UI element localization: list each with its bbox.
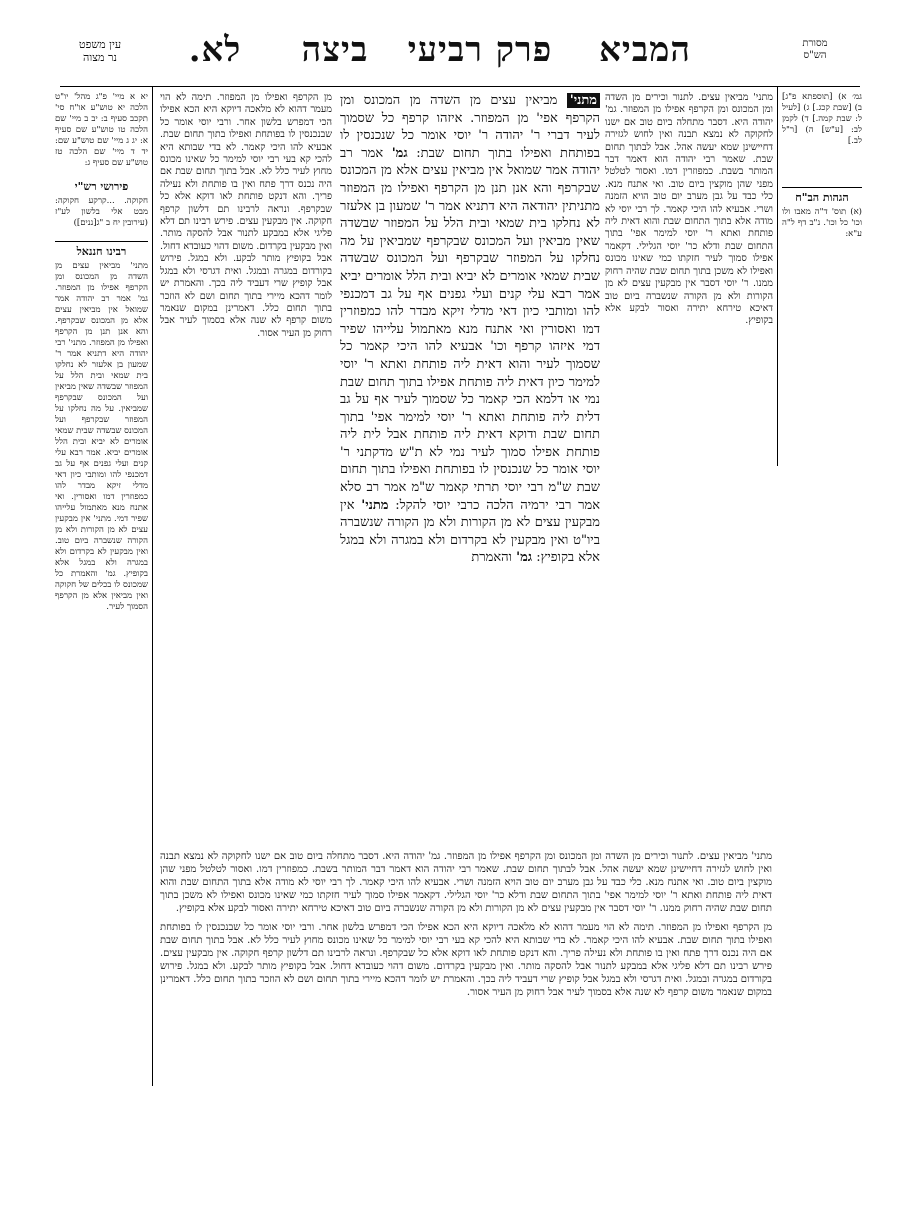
rabbeinu-chananel-title: רבינו חננאל [55, 241, 148, 257]
bottom-tosafot-continuation: מן הקרפף ואפילו מן המפוזר. תימה לא הוי מעמר דהוא לא מלאכה דיוקא היא הכא אפילו הכי דמפרש בלשון אחר. ורבי יוסי אומר כל שבנכנסין לו בפותחת ואפילו בתוך תחום שבת. אבעיא להו היכי קאמר. לא בדי שבותא היא להכי קא בעי רבי יוסי למימר כל שאינו מכונס מחוץ לעיר כלל לא. אבל בתוך תחום שבת אם היה נכנס דרך פתח ואין בו פותחת ולא נעילה פריך. והא דנקט פותחת לאו דוקא אלא כל שבקרפף. ונראה לרבינו תם דלשון קרפף חקוקה. אין מבקעין עצים. פירש רבינו תם דלא פליגי אלא במבקע לתנור אבל להסקה מותר. ואין מבקעין בקרדום. משום דהוי כעובדא דחול. אבל בקופיץ מותר לבקע. ולא במגל. פירוש בקורדום במגרה ובמגל. ואית דגרסי ולא במגל אבל קופיץ שרי דעביד ליה בכך. והאמרת יש לומר דהכא מיירי בתוך תחום ושם לא הוזכר בתוך תחום כלל. דאמרינן במקום שנאמר משום קרפף לא שנה אלא בסמוך לעיר אבל רחוק מן העיר אסור. [160, 922, 772, 998]
tosafot-column [160, 92, 332, 847]
rabbeinu-chananel-text: מתני' מביאין עצים מן השדה מן המכונס ומן הקרפף אפילו מן המפוזר. גמ' אמר רב יהודה אמר שמואל אין מביאין עצים אלא מן המכונס שבקרפף. והא אנן תנן מן הקרפף ואפילו מן המפוזר. מתני' רבי יהודה היא דתניא אמר ר' שמעון בן אלעזר לא נחלקו בית שמאי ובית הלל על המפוזר שבשדה שאין מביאין ועל המכונס שבקרפף שמביאין. על מה נחלקו על המפוזר שבקרפף ועל המכונס שבשדה שבית שמאי אומרים לא יביא ובית הלל אומרים יביא. אמר רבא עלי קנים ועלי גפנים אף על גב דמכנפי להו ומותבי כיון דאי מדלי זיקא מבדר להו כמפוזרין דמו ואסורין. ואי אתנח מנא מאתמול עלייהו שפיר דמי. מתני' אין מבקעין עצים לא מן הקורות ולא מן הקורה שנשברה ביום טוב. ואין מבקעין לא בקרדום ולא במגרה ולא במגל אלא בקופיץ. גמ' והאמרת כל שמכונס לו בכלים של חקוקה ואין מביאין אלא מן הקרפף הסמוך לעיר. [55, 261, 148, 612]
hagahot-title: הגהות הב"ח [782, 187, 862, 203]
header-rule [60, 86, 860, 87]
chapter-title: פרק רביעי [407, 30, 553, 70]
ein-mishpat-entries: יא א מיי' פ"ג מהל' יו"ט הלכה יא טוש"ע או"ח סי' תקכב סעיף ב: יב ב מיי' שם הלכה טו טוש"ע שם סעיף א: יג ג מיי' שם טוש"ע שם: יד ד מיי' שם הלכה טז טוש"ע שם סעיף ג: [55, 92, 148, 168]
gemara-text: אמר רב יהודה אמר שמואל אין מביאין עצים אלא מן המכונס שבקרפף והא אנן תנן מן הקרפף ואפילו מן המפוזר מתניתין יהודאה היא דתניא אמר ר' שמעון בן אלעזר לא נחלקו בית שמאי ובית הלל על המפוזר שבשדה שאין מביאין ועל המכונס שבקרפף שמביאין על מה נחלקו על המפוזר שבקרפף ועל המכונס שבשדה שבית שמאי אומרים לא יביא ובית הלל אומרים יביא אמר רבא עלי קנים ועלי גפנים אף על גב דמכנפי להו ומותבי כיון דאי מדלי זיקא מבדר להו כמפוזרין דמו ואסורין ואי אתנח מנא מאתמול עלייהו שפיר דמי איזהו קרפף וכו' אבעיא להו היכי קאמר כל שסמוך לעיר והוא דאית ליה פותחת ואתא ר' יוסי למימר כיון דאית ליה פותחת אפילו בתוך תחום שבת נמי או דלמא הכי קאמר כל שסמוך לעיר אף על גב דלית ליה פותחת ואתא ר' יוסי למימר אפי' בתוך תחום שבת ודוקא דאית ליה פותחת אבל לית ליה פותחת אפילו סמוך לעיר נמי לא ת"ש מדקתני ר' יוסי אומר כל שנכנסין לו בפותחת ואפילו בתוך תחום שבת ש"מ רבי יוסי תרתי קאמר ש"מ אמר רב סלא אמר רבי ירמיה הלכה כרבי יוסי להקל: [340, 145, 600, 513]
gemara2-text: והאמרת [471, 550, 512, 566]
chapter-name: המביא [599, 30, 691, 70]
right-column-rule [777, 86, 778, 466]
tractate-name: ביצה [301, 30, 369, 70]
rashi-text: מתני' מביאין עצים. לתנור וכירים מן השדה ומן המכונס ומן הקרפף אפילו מן המפוזר. גמ' יהודה היא. דסבר מתחלה ביום טוב אם ישנו לחקוקה לא נמצא תבנה ואין לחוש לגזירה דחיישינן שמא יעשה אהל. אבל לבתוך תחום שבת. שאמר רבי יהודה הוא דאמר דבר המותר בשבת. כמפוזרין דמו. ואסור לטלטל מפני שהן מוקצין ביום טוב. ואי אתנח מנא. כלי כבד על גבן מערב יום טוב הויא הזמנה ושרי. אבעיא להו היכי קאמר. לך רבי יוסי לא מודה אלא בתוך התחום שבת והוא דאית ליה פותחת ואתא ר' יוסי למימר אפי' בתוך התחום שבת ודלא כר' יוסי הגלילי. דקאמר אפילו סמוך לעיר חזקתו כמי שאינו מכונס ואפילו לא משכן בתוך תחום שבת שהיה רחוק ממנו. ר' יוסי דסבר אין מבקעין עצים לא מן הקורות ולא מן הקורה שנשברה ביום טוב דאיכא טירחא יתירה ואסור לבקע אלא בקופיץ. [605, 92, 773, 327]
rashi-column [605, 92, 773, 847]
masoret-column [782, 92, 862, 472]
gemara2-label: גמ' [516, 550, 533, 566]
perushim-title: פירושי רש"י [74, 180, 129, 193]
ein-mishpat-title: עין משפט נר מצוה [78, 38, 122, 64]
mishnah2-text: אין מבקעין עצים לא מן הקורות ולא מן הקורה שנשברה ביו"ט ואין מבקעין לא בקרדום ולא במגרה ולא במגל אלא בקופיץ: [340, 497, 600, 566]
bottom-commentary [160, 850, 772, 1190]
gemara-main-text [340, 92, 600, 842]
hagahot-notes: (א) תוס' ד"ה מאבו ולו וכו' כל וכו'. נ"ב דף ל"ה ע"א: [782, 207, 862, 239]
daf-number: לא. [188, 30, 242, 70]
perushim-text: חקוקה. ...קרקע חקוקה: מבט אלי בלשון לע"ז (עירובין יח ב "ג[ננים]) [55, 196, 148, 228]
mishnah-text: מביאין עצים מן השדה מן המכונס ומן הקרפף אפי' מן המפוזר. איזהו קרפף כל שסמוך לעיר דברי ר' יהודה ר' יוסי אומר כל שנכנסין לו בפותחת ואפילו בתוך תחום שבת: [340, 93, 600, 161]
page-header [0, 22, 914, 82]
ein-mishpat-column [55, 92, 148, 1152]
mishnah2-label: מתני' [361, 497, 389, 513]
masoret-notes: גמ׳ א) [תוספתא פ"ג] ב) [שבת קכג.] ג) [לעיל ל: שבת קמה.] ד) לקמן לב: [ע"ש] ה) [ר"ל לב.] [782, 92, 862, 146]
tosafot-text: מן הקרפף ואפילו מן המפוזר. תימה לא הוי מעמר דהוא לא מלאכה דיוקא היא הכא אפילו הכי דמפרש בלשון אחר. ורבי יוסי אומר כל שבנכנסין לו בפותחת ואפילו בתוך תחום שבת. אבעיא להו היכי קאמר. לא בדי שבותא היא להכי קא בעי רבי יוסי למימר כל שאינו מכונס מחוץ לעיר כלל לא. אבל בתוך תחום שבת אם היה נכנס דרך פתח ואין בו פותחת ולא נעילה פריך. והא דנקט פותחת לאו דוקא אלא כל שבקרפף. ונראה לרבינו תם דלשון קרפף חקוקה. אין מבקעין עצים. פירש רבינו תם דלא פליגי אלא במבקע לתנור אבל להסקה מותר. ואין מבקעין בקרדום. משום דהוי כעובדא דחול. אבל בקופיץ מותר לבקע. ולא במגל. פירוש בקורדום במגרה ובמגל. ואית דגרסי ולא במגל אבל קופיץ שרי דעביד ליה בכך. והאמרת יש לומר דהכא מיירי בתוך תחום ושם לא הוזכר בתוך תחום כלל. דאמרינן במקום שנאמר משום קרפף לא שנה אלא בסמוך לעיר אבל רחוק מן העיר אסור. [160, 92, 332, 339]
mishnah-label: מתני' [567, 93, 600, 108]
gemara-label: גמ' [391, 145, 408, 161]
left-column-rule [152, 86, 153, 1086]
bottom-rashi-continuation: מתני' מביאין עצים. לתנור וכירים מן השדה ומן המכונס ומן הקרפף אפילו מן המפוזר. גמ' יהודה היא. דסבר מתחלה ביום טוב אם ישנו לחקוקה לא נמצא תבנה ואין לחוש לגזירה דחיישינן שמא יעשה אהל. אבל לבתוך תחום שבת. שאמר רבי יהודה הוא דאמר דבר המותר בשבת. כמפוזרין דמו. ואסור לטלטל מפני שהן מוקצין ביום טוב. ואי אתנח מנא. כלי כבד על גבן מערב יום טוב הויא הזמנה ושרי. אבעיא להו היכי קאמר. לך רבי יוסי לא מודה אלא בתוך התחום שבת והוא דאית ליה פותחת ואתא ר' יוסי למימר אפי' בתוך התחום שבת ודלא כר' יוסי הגלילי. דקאמר אפילו סמוך לעיר חזקתו כמי שאינו מכונס ואפילו לא משכן בתוך תחום שבת שהיה רחוק ממנו. ר' יוסי דסבר אין מבקעין עצים לא מן הקורות ולא מן הקורה שנשברה ביום טוב דאיכא טירחא יתירה ואסור לבקע אלא בקופיץ. [160, 851, 772, 914]
masoret-title: מסורת הש"ס [802, 38, 828, 61]
